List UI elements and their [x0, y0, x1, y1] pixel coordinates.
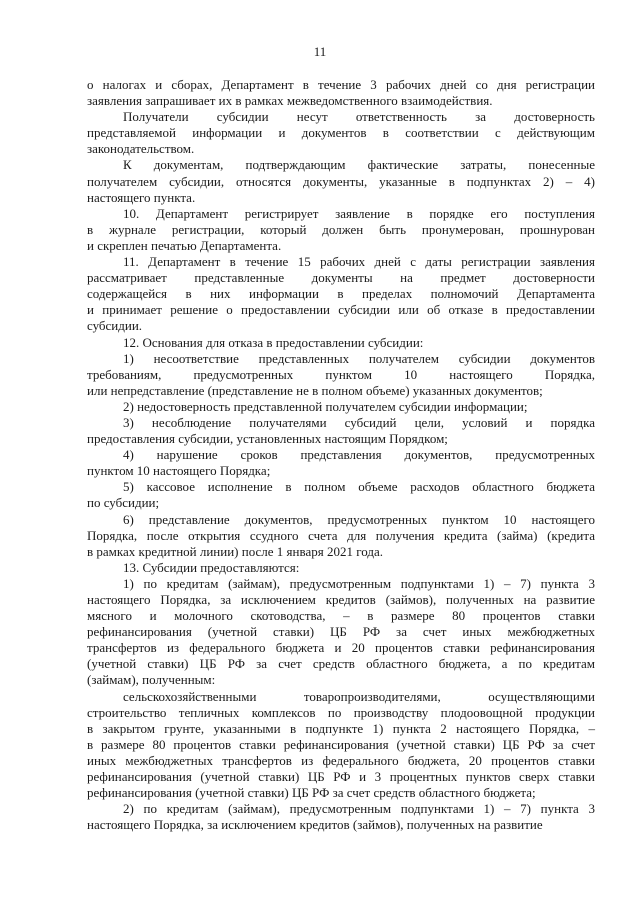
paragraph-p3	[87, 157, 595, 205]
text-line: требованиям, предусмотренных пунктом 10 настоящего Порядка,	[87, 366, 595, 382]
text-line: строительство тепличных комплексов по производству плодоовощной продукции	[87, 704, 595, 720]
text-line: настоящего Порядка, за исключением кредитов (займов), полученных на развитие	[87, 817, 543, 833]
text-line: 11. Департамент в течение 15 рабочих дней с даты регистрации заявления	[123, 254, 595, 270]
text-line: иных межбюджетных трансфертов из федерального бюджета, 20 процентов ставки	[87, 752, 595, 768]
text-line: предоставления субсидии, установленных настоящим Порядком;	[87, 431, 448, 447]
paragraph-p11	[87, 479, 595, 511]
paragraph-p7	[87, 351, 595, 399]
text-line: содержащейся в них информации в пределах полномочий Департамента	[87, 286, 595, 302]
text-line: 6) представление документов, предусмотренных пунктом 10 настоящего	[123, 511, 595, 527]
document-body	[87, 77, 595, 833]
paragraph-p13	[87, 560, 595, 576]
paragraph-p8	[87, 399, 595, 415]
text-line: в рамках кредитной линии) после 1 января 2021 года.	[87, 543, 383, 559]
text-line: или непредставление (представление не в полном объеме) указанных документов;	[87, 382, 543, 398]
text-line: мясного и молочного скотоводства, – в размере 80 процентов ставки	[87, 608, 595, 624]
text-line: и скреплен печатью Департамента.	[87, 237, 282, 253]
text-line: рассматривает представленные документы на предмет достоверности	[87, 270, 595, 286]
text-line: 4) нарушение сроков представления документов, предусмотренных	[123, 447, 595, 463]
text-line: 1) по кредитам (займам), предусмотренным подпунктами 1) – 7) пункта 3	[123, 575, 595, 591]
paragraph-p6	[87, 335, 595, 351]
text-line: представляемой информации и документов в соответствии с действующим	[87, 125, 595, 141]
text-line: К документам, подтверждающим фактические затраты, понесенные	[123, 157, 595, 173]
text-line: 3) несоблюдение получателями субсидий цели, условий и порядка	[123, 414, 595, 430]
text-line: о налогах и сборах, Департамент в течение 3 рабочих дней со дня регистрации	[87, 77, 595, 92]
text-line: 2) недостоверность представленной получателем субсидии информации;	[123, 398, 528, 414]
text-line: 12. Основания для отказа в предоставлении субсидии:	[123, 334, 424, 350]
text-line: 1) несоответствие представленных получателем субсидии документов	[123, 350, 595, 366]
text-line: рефинансирования (учетной ставки) ЦБ РФ и 3 процентных пунктов сверх ставки	[87, 769, 595, 785]
text-line: и принимает решение о предоставлении субсидии или об отказе в предоставлении	[87, 302, 595, 318]
text-line: сельскохозяйственными товаропроизводителями, осуществляющими	[123, 688, 595, 704]
text-line: Получатели субсидии несут ответственность за достоверность	[123, 109, 595, 125]
text-line: по субсидии;	[87, 495, 160, 511]
text-line: трансфертов из федерального бюджета и 20 процентов ставки рефинансирования	[87, 640, 595, 656]
text-line: 13. Субсидии предоставляются:	[123, 559, 300, 575]
text-line: (учетной ставки) ЦБ РФ за счет средств областного бюджета, а по кредитам	[87, 656, 595, 672]
paragraph-p10	[87, 447, 595, 479]
paragraph-p4	[87, 206, 595, 254]
paragraph-p9	[87, 415, 595, 447]
paragraph-p1	[87, 77, 595, 109]
text-line: пунктом 10 настоящего Порядка;	[87, 463, 271, 479]
text-line: (займам), полученным:	[87, 672, 216, 688]
paragraph-p15	[87, 689, 595, 802]
text-line: 2) по кредитам (займам), предусмотренным подпунктами 1) – 7) пункта 3	[123, 801, 595, 817]
text-line: субсидии.	[87, 318, 143, 334]
text-line: рефинансирования (учетной ставки) ЦБ РФ за счет средств областного бюджета;	[87, 785, 536, 801]
paragraph-p2	[87, 109, 595, 157]
paragraph-p5	[87, 254, 595, 334]
text-line: Порядка, после открытия ссудного счета для получения кредита (займа) (кредита	[87, 527, 595, 543]
text-line: в размере 80 процентов ставки рефинансирования (учетной ставки) ЦБ РФ за счет	[87, 736, 595, 752]
text-line: 5) кассовое исполнение в полном объеме расходов областного бюджета	[123, 479, 595, 495]
text-line: в журнале регистрации, который должен быть пронумерован, прошнурован	[87, 221, 595, 237]
paragraph-p14	[87, 576, 595, 689]
text-line: получателем субсидии, относятся документы, указанные в подпунктах 2) – 4)	[87, 173, 595, 189]
page-number: 11	[313, 44, 327, 59]
text-line: настоящего Порядка, за исключением кредитов (займов), полученных на развитие	[87, 592, 595, 607]
text-line: 10. Департамент регистрирует заявление в порядке его поступления	[123, 205, 595, 221]
paragraph-p16	[87, 801, 595, 833]
text-line: рефинансирования (учетной ставки) ЦБ РФ за счет иных межбюджетных	[87, 624, 595, 640]
text-line: законодательством.	[87, 141, 195, 157]
text-line: заявления запрашивает их в рамках межведомственного взаимодействия.	[87, 93, 493, 109]
paragraph-p12	[87, 512, 595, 560]
text-line: в закрытом грунте, указанными в подпункте 1) пункта 2 настоящего Порядка, –	[87, 720, 595, 736]
text-line: настоящего пункта.	[87, 189, 196, 205]
